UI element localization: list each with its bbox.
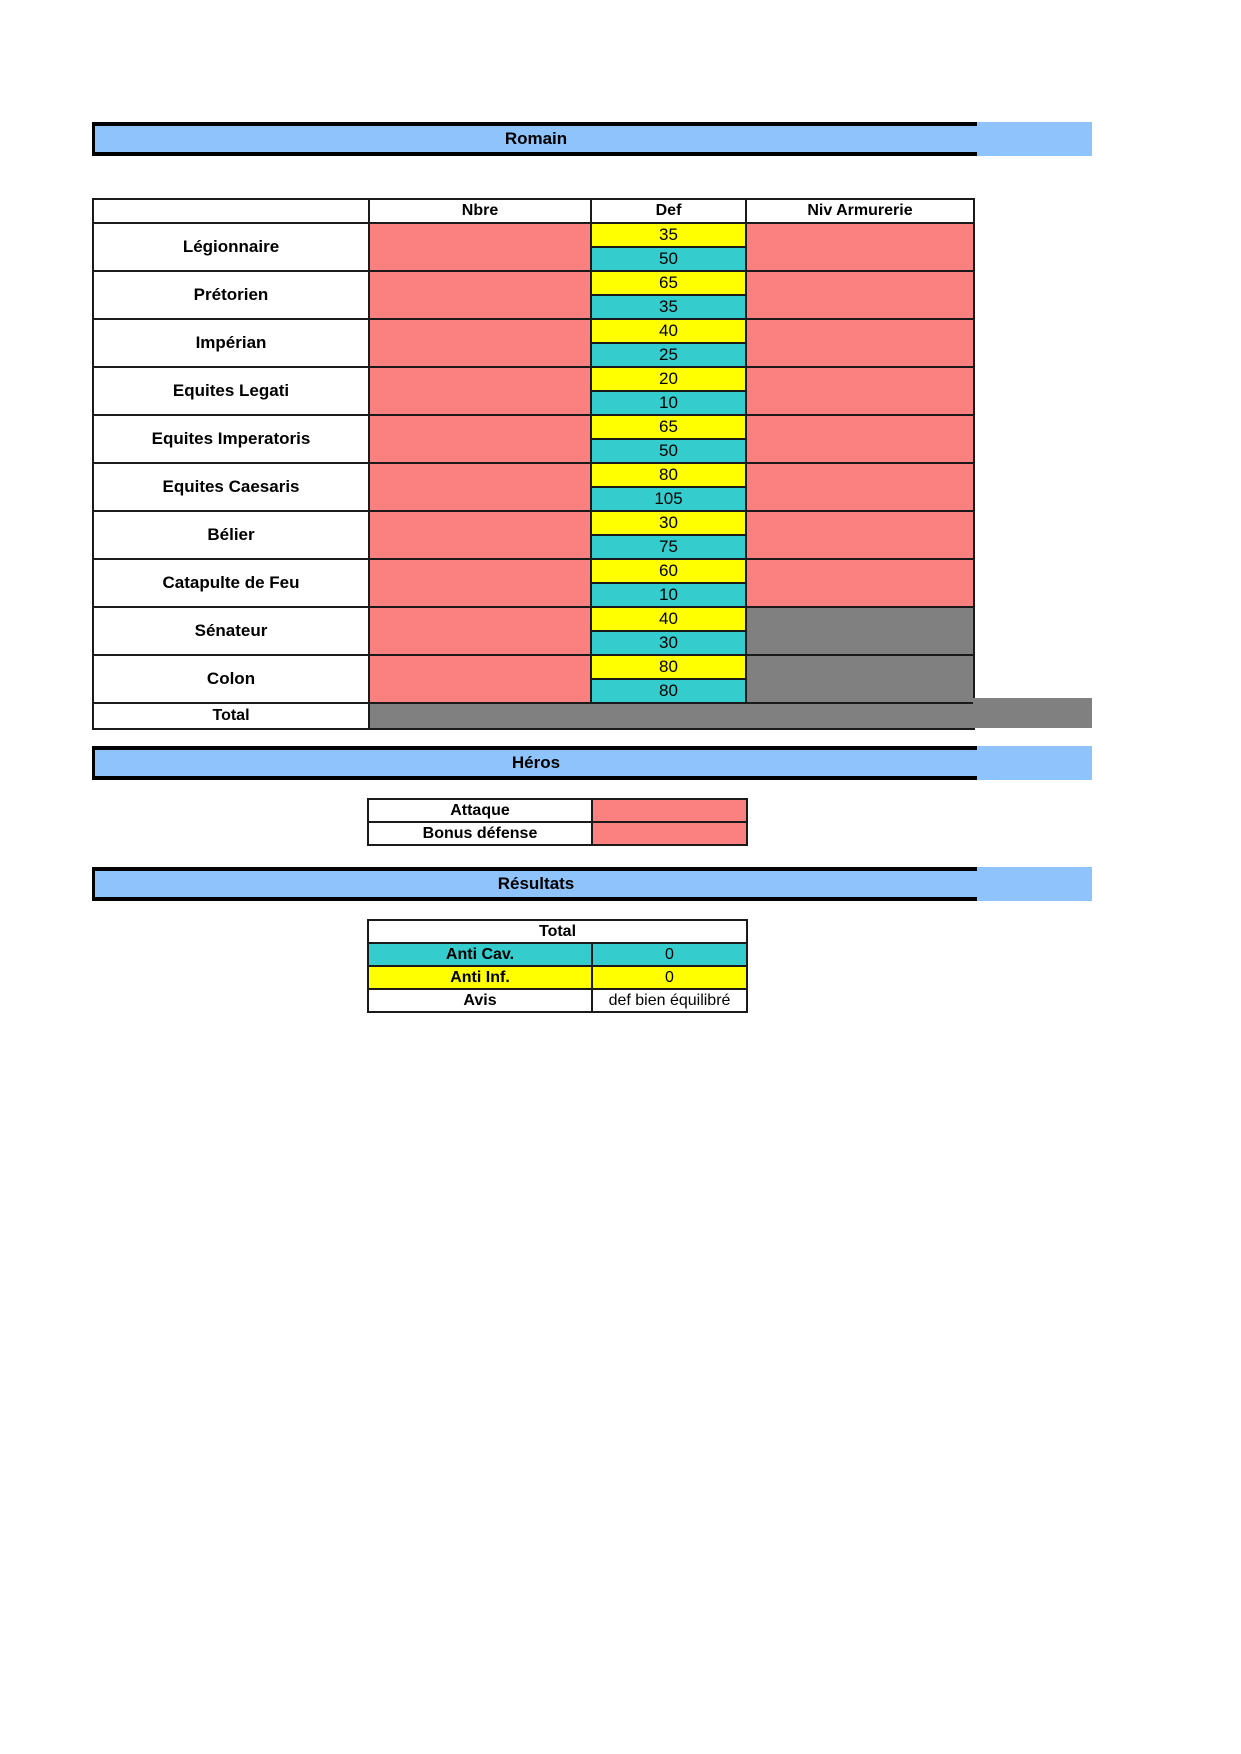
- table-row: [93, 271, 974, 295]
- column-header-nbre: Nbre: [369, 199, 591, 223]
- unit-def-anti-cav-catapulte-de-feu: 10: [591, 583, 746, 607]
- section-title-romain: Romain: [504, 129, 568, 148]
- unit-armurerie-input-legionnaire[interactable]: [746, 223, 974, 271]
- units-table-header-row: [93, 199, 974, 223]
- unit-name-pretorien: Prétorien: [93, 271, 369, 319]
- table-row: [93, 511, 974, 535]
- hero-bonus-defense-label: Bonus défense: [368, 822, 592, 845]
- results-anti-cav-value: 0: [592, 943, 747, 966]
- column-header-def: Def: [591, 199, 746, 223]
- column-header-blank: [93, 199, 369, 223]
- unit-armurerie-input-belier[interactable]: [746, 511, 974, 559]
- results-table: [367, 919, 748, 1013]
- unit-armurerie-input-pretorien[interactable]: [746, 271, 974, 319]
- unit-name-senateur: Sénateur: [93, 607, 369, 655]
- unit-nbre-input-legionnaire[interactable]: [369, 223, 591, 271]
- table-row: [93, 223, 974, 247]
- total-row-gray-band: [369, 703, 974, 729]
- hero-attaque-label: Attaque: [368, 799, 592, 822]
- section-bar-resultats: [92, 867, 1092, 901]
- unit-nbre-input-colon[interactable]: [369, 655, 591, 703]
- unit-armurerie-input-imperian[interactable]: [746, 319, 974, 367]
- unit-armurerie-input-equites-legati[interactable]: [746, 367, 974, 415]
- unit-def-anti-cav-equites-imperatoris: 50: [591, 439, 746, 463]
- results-avis-label: Avis: [368, 989, 592, 1012]
- unit-nbre-input-equites-imperatoris[interactable]: [369, 415, 591, 463]
- unit-armurerie-disabled-colon: [746, 655, 974, 703]
- results-table-header-row: [368, 920, 747, 943]
- unit-nbre-input-equites-legati[interactable]: [369, 367, 591, 415]
- table-row: [368, 822, 747, 845]
- table-row: [368, 799, 747, 822]
- unit-def-anti-inf-imperian: 40: [591, 319, 746, 343]
- unit-def-anti-cav-equites-caesaris: 105: [591, 487, 746, 511]
- unit-def-anti-cav-legionnaire: 50: [591, 247, 746, 271]
- unit-def-anti-cav-senateur: 30: [591, 631, 746, 655]
- unit-def-anti-inf-belier: 30: [591, 511, 746, 535]
- section-title-heros: Héros: [511, 753, 561, 772]
- unit-name-imperian: Impérian: [93, 319, 369, 367]
- table-row: [93, 415, 974, 439]
- hero-attaque-input[interactable]: [592, 799, 747, 822]
- table-row: [368, 989, 747, 1012]
- unit-def-anti-inf-colon: 80: [591, 655, 746, 679]
- table-row: [93, 655, 974, 679]
- unit-name-equites-imperatoris: Equites Imperatoris: [93, 415, 369, 463]
- section-title-resultats: Résultats: [497, 874, 575, 893]
- hero-bonus-defense-input[interactable]: [592, 822, 747, 845]
- unit-def-anti-cav-colon: 80: [591, 679, 746, 703]
- unit-name-catapulte-de-feu: Catapulte de Feu: [93, 559, 369, 607]
- unit-def-anti-inf-equites-legati: 20: [591, 367, 746, 391]
- unit-def-anti-cav-imperian: 25: [591, 343, 746, 367]
- results-anti-inf-label: Anti Inf.: [368, 966, 592, 989]
- unit-name-legionnaire: Légionnaire: [93, 223, 369, 271]
- unit-name-belier: Bélier: [93, 511, 369, 559]
- unit-name-colon: Colon: [93, 655, 369, 703]
- results-total-header: Total: [368, 920, 747, 943]
- section-bar-romain-main: [92, 122, 977, 156]
- unit-def-anti-inf-equites-imperatoris: 65: [591, 415, 746, 439]
- unit-nbre-input-pretorien[interactable]: [369, 271, 591, 319]
- results-avis-value: def bien équilibré: [592, 989, 747, 1012]
- unit-armurerie-input-equites-imperatoris[interactable]: [746, 415, 974, 463]
- unit-armurerie-disabled-senateur: [746, 607, 974, 655]
- unit-armurerie-input-equites-caesaris[interactable]: [746, 463, 974, 511]
- table-row: [93, 319, 974, 343]
- unit-def-anti-cav-equites-legati: 10: [591, 391, 746, 415]
- unit-def-anti-inf-pretorien: 65: [591, 271, 746, 295]
- results-anti-inf-value: 0: [592, 966, 747, 989]
- unit-def-anti-inf-legionnaire: 35: [591, 223, 746, 247]
- unit-nbre-input-senateur[interactable]: [369, 607, 591, 655]
- unit-nbre-input-imperian[interactable]: [369, 319, 591, 367]
- unit-def-anti-cav-pretorien: 35: [591, 295, 746, 319]
- unit-def-anti-cav-belier: 75: [591, 535, 746, 559]
- table-row: [93, 607, 974, 631]
- section-bar-resultats-main: [92, 867, 977, 901]
- section-bar-heros: [92, 746, 1092, 780]
- total-row-label: Total: [93, 703, 369, 729]
- unit-nbre-input-catapulte-de-feu[interactable]: [369, 559, 591, 607]
- unit-nbre-input-belier[interactable]: [369, 511, 591, 559]
- units-table-total-row: [93, 703, 974, 729]
- unit-def-anti-inf-catapulte-de-feu: 60: [591, 559, 746, 583]
- table-row: [93, 559, 974, 583]
- unit-name-equites-legati: Equites Legati: [93, 367, 369, 415]
- hero-table: [367, 798, 748, 846]
- results-anti-cav-label: Anti Cav.: [368, 943, 592, 966]
- unit-armurerie-input-catapulte-de-feu[interactable]: [746, 559, 974, 607]
- unit-nbre-input-equites-caesaris[interactable]: [369, 463, 591, 511]
- column-header-niv-armurerie: Niv Armurerie: [746, 199, 974, 223]
- section-bar-heros-main: [92, 746, 977, 780]
- units-table-body: [93, 223, 974, 729]
- unit-name-equites-caesaris: Equites Caesaris: [93, 463, 369, 511]
- unit-def-anti-inf-senateur: 40: [591, 607, 746, 631]
- table-row: [93, 367, 974, 391]
- total-row-gray-spill: [973, 698, 1092, 728]
- section-bar-romain: [92, 122, 1092, 156]
- units-table: [92, 198, 975, 730]
- table-row: [368, 966, 747, 989]
- table-row: [368, 943, 747, 966]
- table-row: [93, 463, 974, 487]
- unit-def-anti-inf-equites-caesaris: 80: [591, 463, 746, 487]
